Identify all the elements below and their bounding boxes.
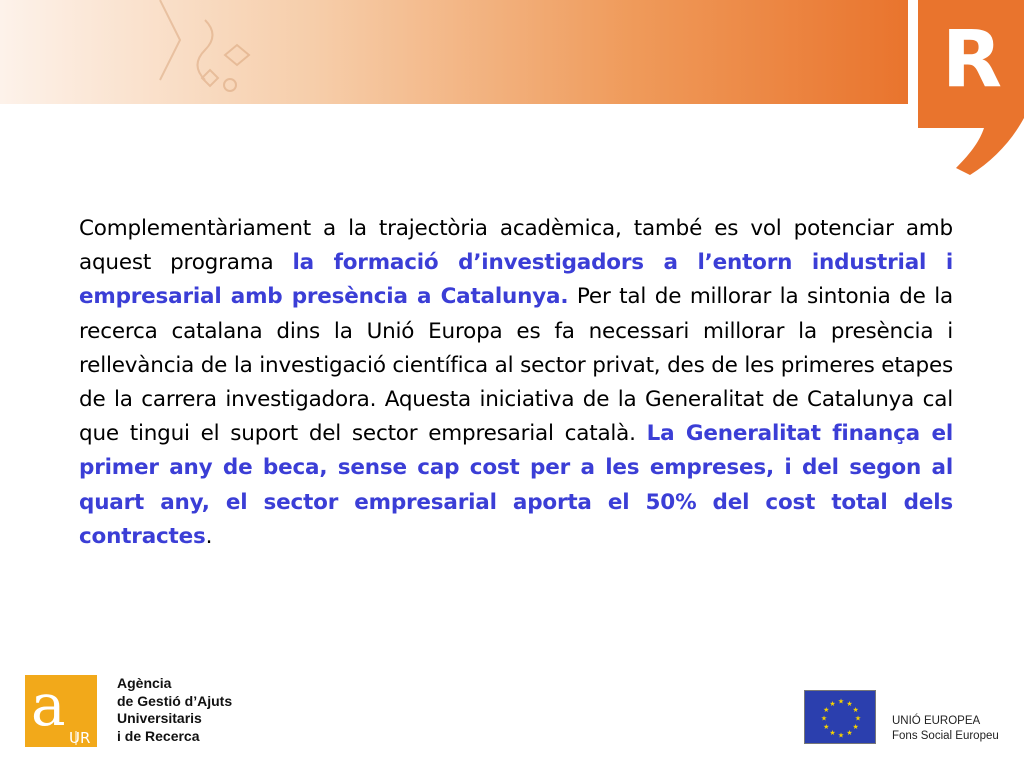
eu-star-icon: ★ bbox=[823, 706, 830, 714]
paragraph-text-3: . bbox=[205, 523, 213, 549]
header-banner bbox=[0, 0, 908, 104]
eu-label-line: Fons Social Europeu bbox=[892, 730, 999, 742]
logo-letter: R bbox=[942, 15, 1003, 105]
agaur-mark-letter: a bbox=[31, 675, 66, 739]
eu-star-icon: ★ bbox=[837, 731, 845, 740]
agaur-mark-icon bbox=[25, 675, 97, 747]
agaur-mark-sub: UR bbox=[69, 729, 91, 747]
agency-name-line: Agència bbox=[117, 675, 172, 691]
eu-stars-icon bbox=[805, 691, 877, 745]
agency-name-line: Universitaris bbox=[117, 710, 202, 726]
agency-name-line: i de Recerca bbox=[117, 727, 200, 744]
paragraph-highlight-2: La Generalitat finança el primer any de beca, sense cap cost per a les empreses, i del segon al quart any, el sector empresarial aporta el 50% del cost total dels contractes bbox=[79, 421, 953, 549]
eu-star-icon: ★ bbox=[852, 723, 859, 731]
eu-star-icon: ★ bbox=[829, 729, 836, 738]
eu-star-icon: ★ bbox=[837, 697, 845, 706]
agency-name-line: de Gestió d’Ajuts bbox=[117, 692, 233, 709]
eu-star-icon: ★ bbox=[820, 714, 828, 723]
decorative-pattern-icon bbox=[150, 0, 260, 104]
main-paragraph bbox=[79, 212, 953, 554]
agaur-logo bbox=[25, 675, 97, 747]
agency-name bbox=[117, 675, 277, 745]
eu-flag-icon bbox=[804, 690, 876, 744]
eu-star-icon: ★ bbox=[846, 699, 853, 708]
eu-star-icon: ★ bbox=[829, 699, 836, 708]
eu-star-icon: ★ bbox=[846, 729, 853, 738]
paragraph-highlight-1: la formació d’investigadors a l’entorn industrial i empresarial amb presència a Catalunya. bbox=[79, 250, 954, 310]
recerca-logo-icon bbox=[912, 0, 1024, 175]
paragraph-text-1: Complementàriament a la trajectòria acadèmica, també es vol potenciar amb aquest programa bbox=[79, 216, 953, 276]
eu-label bbox=[892, 714, 1012, 744]
paragraph-text-2: Per tal de millorar la sintonia de la recerca catalana dins la Unió Europa es fa necessari millorar la presència i rellevància de la investigació científica al sector privat, des de les primeres etapes de la carrera investigadora. Aquesta iniciativa de la Generalitat de Catalunya cal que tingui el suport del sector empresarial català. bbox=[79, 284, 953, 447]
eu-star-icon: ★ bbox=[854, 714, 862, 723]
eu-star-icon: ★ bbox=[823, 723, 830, 731]
eu-star-icon: ★ bbox=[852, 706, 859, 714]
eu-label-line: UNIÓ EUROPEA bbox=[892, 715, 981, 727]
